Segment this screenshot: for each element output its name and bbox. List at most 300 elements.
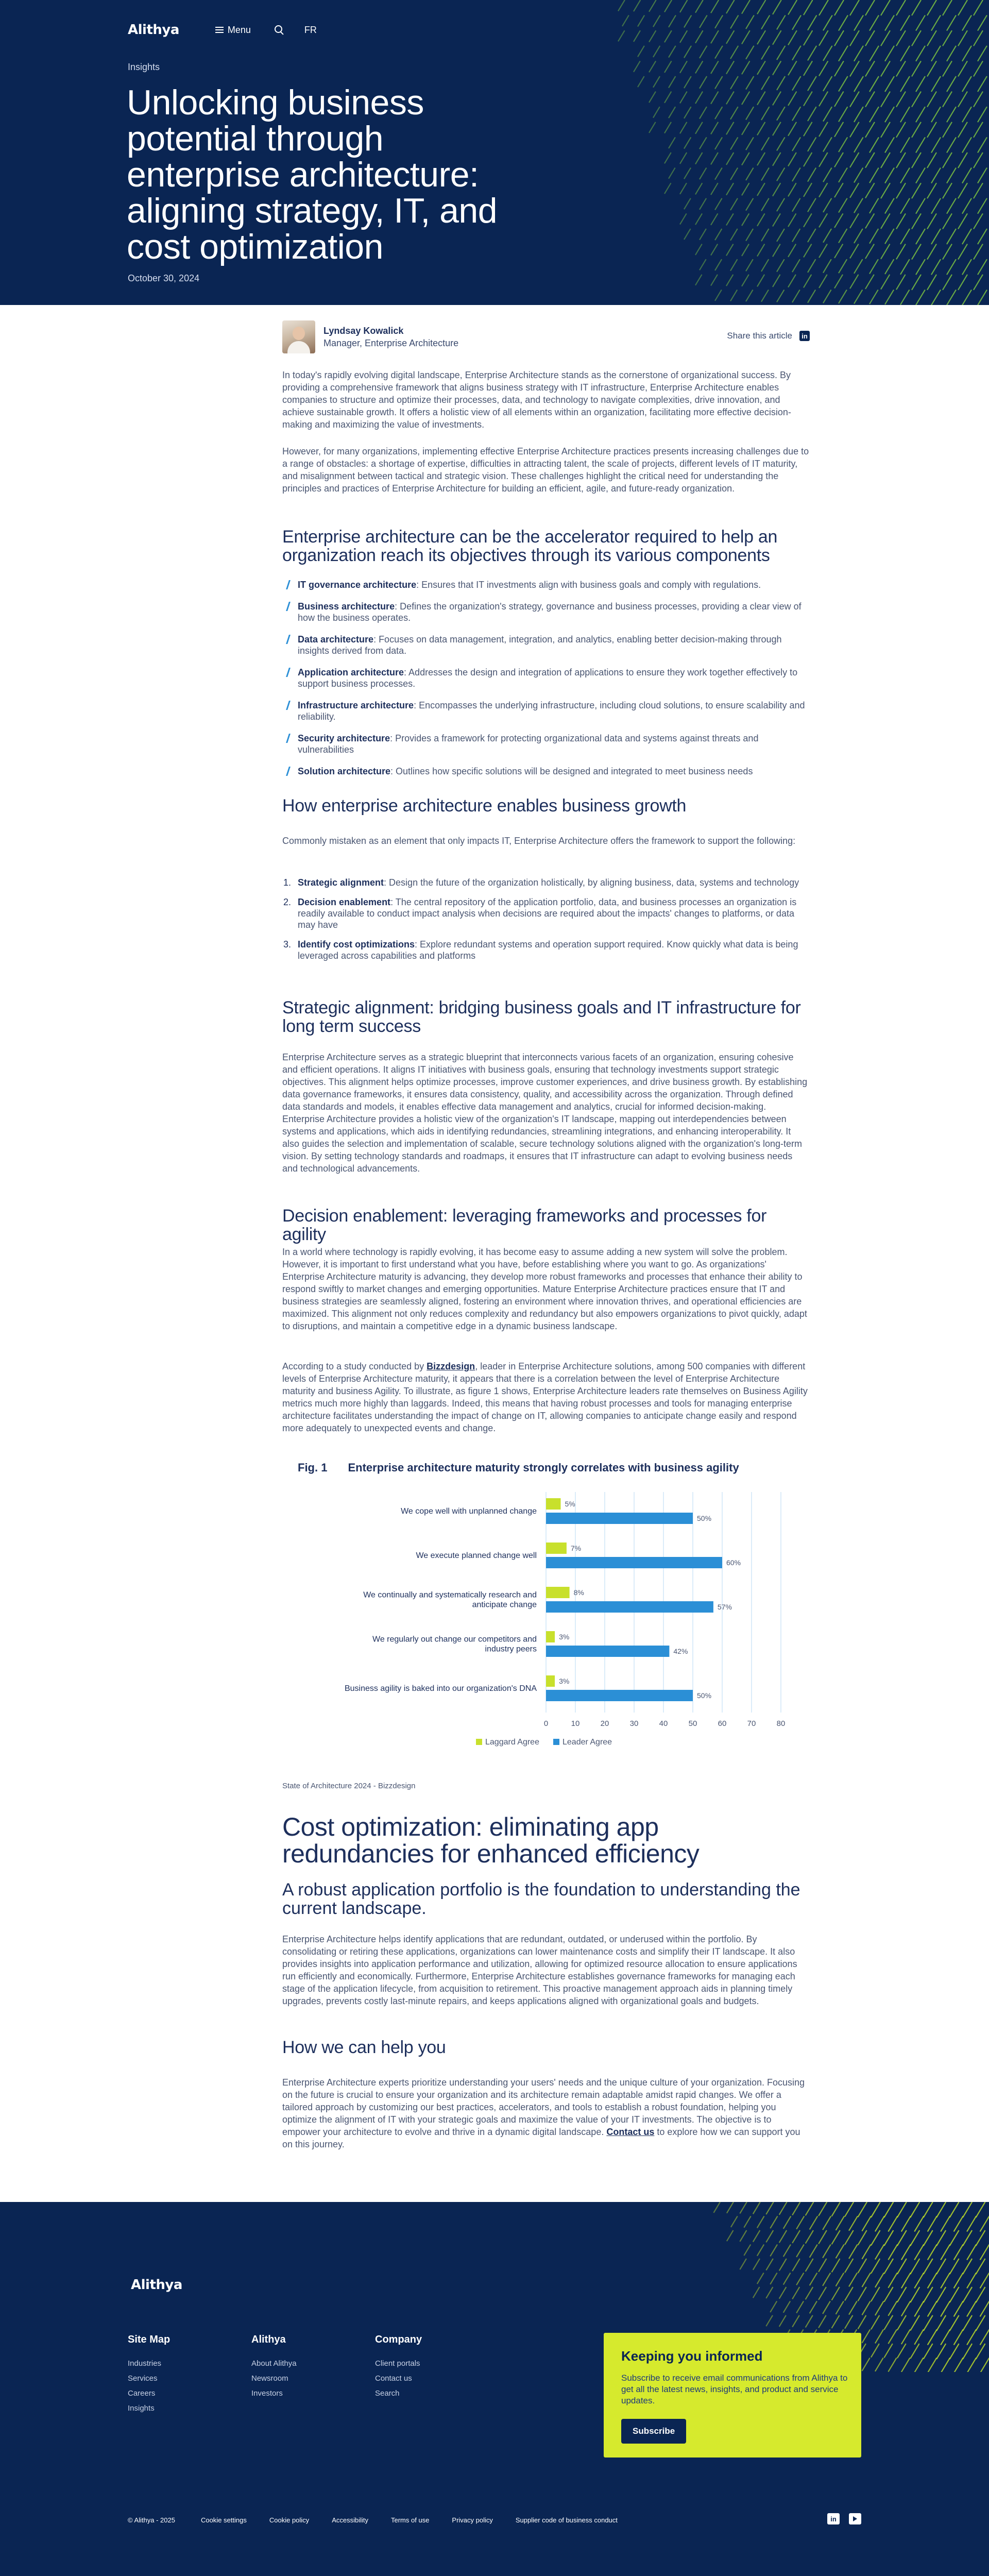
section-heading-decision-enablement: Decision enablement: leveraging frameworks and processes for agility xyxy=(282,1206,767,1244)
stripe xyxy=(924,2202,933,2217)
stripe xyxy=(761,229,769,241)
footer-link-careers[interactable]: Careers xyxy=(128,2389,156,2398)
stripe xyxy=(914,2216,924,2232)
stripe xyxy=(897,2315,906,2330)
component-text: : Focuses on data management, integration, and analytics, enabling better decision-making through insights derived from data. xyxy=(298,634,782,656)
stripe xyxy=(664,30,672,42)
intro-paragraph-1: In today's rapidly evolving digital landscape, Enterprise Architecture stands as the cornerstone of organizational success. By providing a comprehensive framework that aligns business strategy with IT infrastructure, Enterprise Architecture enables companies to structure and optimize their processes, data, and technology to navigate complexities, drive innovation, and achieve sustainable growth. It offers a holistic view of all elements within an organization, facilitating more effective decision-making and maximizing the value of investments. xyxy=(282,370,791,430)
stripe xyxy=(730,229,738,241)
legal-cookie-settings[interactable]: Cookie settings xyxy=(200,2516,247,2524)
stripe xyxy=(839,137,847,152)
stripe xyxy=(943,244,952,260)
stripe xyxy=(700,137,707,149)
stripe xyxy=(806,2259,813,2272)
stripe xyxy=(700,168,706,179)
stripe xyxy=(777,168,785,181)
growth-term: Identify cost optimizations xyxy=(298,939,415,950)
category-label: We continually and systematically research and xyxy=(363,1590,537,1600)
stripe xyxy=(832,2202,841,2216)
stripe xyxy=(788,152,796,166)
footer-link-services[interactable]: Services xyxy=(128,2374,158,2383)
legal-cookie-policy[interactable]: Cookie policy xyxy=(269,2516,310,2524)
search-icon[interactable] xyxy=(275,25,284,35)
stripe xyxy=(980,2273,989,2289)
stripe xyxy=(865,61,875,76)
help-text-after: to explore how we can support you on this journey. xyxy=(282,2127,800,2149)
stripe xyxy=(924,2315,933,2331)
footer-link-about[interactable]: About Alithya xyxy=(251,2359,297,2368)
component-item xyxy=(283,766,809,777)
stripe xyxy=(963,2344,972,2359)
stripe xyxy=(773,61,781,75)
stripe xyxy=(618,30,625,41)
component-text: : Encompasses the underlying infrastructure, including cloud solutions, to ensure scalability and reliability. xyxy=(298,700,805,722)
stripe xyxy=(746,229,753,241)
stripe xyxy=(819,2315,826,2328)
stripe xyxy=(757,30,765,44)
stripe xyxy=(726,213,734,225)
stripe xyxy=(885,229,894,244)
stripe xyxy=(715,259,722,270)
stripe xyxy=(742,92,749,105)
linkedin-icon[interactable]: in xyxy=(799,331,810,341)
component-item xyxy=(283,634,809,656)
stripe xyxy=(910,2287,919,2302)
stripe xyxy=(715,107,722,119)
newsletter-text: Subscribe to receive email communications from Alithya to get all the latest news, insights, and product and service updates. xyxy=(621,2373,848,2405)
stripe xyxy=(912,61,921,76)
stripe xyxy=(808,259,815,273)
stripe xyxy=(788,213,796,227)
stripe xyxy=(885,46,894,61)
stripe xyxy=(958,275,967,290)
legal-terms[interactable]: Terms of use xyxy=(390,2516,430,2524)
stripe xyxy=(730,290,737,301)
data-label: 8% xyxy=(573,1588,584,1597)
stripe xyxy=(649,0,656,12)
stripe xyxy=(862,2358,869,2371)
stripe xyxy=(819,152,828,167)
stripe xyxy=(974,244,983,260)
stripe xyxy=(746,137,754,150)
stripe xyxy=(865,213,874,228)
component-term: Business architecture xyxy=(298,601,395,612)
components-list xyxy=(283,579,809,787)
stripe xyxy=(715,229,722,240)
stripe xyxy=(804,61,812,75)
stripe xyxy=(823,259,831,273)
stripe xyxy=(931,107,941,122)
stripe xyxy=(947,46,956,61)
stripe xyxy=(808,15,816,30)
stripe xyxy=(806,2202,814,2215)
stripe xyxy=(823,2273,830,2286)
stripe xyxy=(914,2301,924,2317)
stripe xyxy=(715,46,723,59)
stripe xyxy=(638,46,644,57)
stripe xyxy=(875,2273,884,2287)
publish-date: October 30, 2024 xyxy=(128,273,200,283)
stripe xyxy=(947,107,956,122)
stripe xyxy=(845,2259,853,2273)
linkedin-icon[interactable]: in xyxy=(827,2513,840,2524)
stripe xyxy=(896,275,906,290)
breadcrumb-insights[interactable]: Insights xyxy=(128,62,160,72)
stripe xyxy=(881,0,890,15)
stripe xyxy=(792,76,801,91)
stripe xyxy=(819,2287,826,2300)
stripe xyxy=(695,30,703,43)
leader-bar xyxy=(546,1513,693,1524)
stripe xyxy=(832,2259,840,2272)
stripe xyxy=(808,46,816,61)
stripe xyxy=(730,198,738,210)
stripe xyxy=(638,15,644,27)
stripe xyxy=(978,107,987,122)
x-tick-label: 30 xyxy=(629,1719,639,1728)
stripe xyxy=(808,76,816,91)
stripe xyxy=(823,15,832,31)
stripe xyxy=(757,0,765,14)
stripe xyxy=(819,92,828,107)
stripe xyxy=(788,30,797,45)
stripe xyxy=(850,122,859,138)
stripe xyxy=(924,2230,933,2246)
stripe xyxy=(808,198,816,212)
stripe xyxy=(962,15,971,31)
stripe xyxy=(757,152,765,165)
stripe xyxy=(881,213,890,229)
stripe xyxy=(792,2259,799,2271)
stripe xyxy=(900,229,910,244)
stripe xyxy=(897,2230,907,2246)
stripe xyxy=(713,2202,720,2213)
stripe xyxy=(916,290,925,305)
stripe xyxy=(669,107,675,118)
stripe xyxy=(871,2259,880,2274)
stripe xyxy=(779,2230,787,2243)
check-icon xyxy=(284,701,291,710)
stripe xyxy=(742,152,749,165)
component-term: Data architecture xyxy=(298,634,374,645)
footer-link-insights[interactable]: Insights xyxy=(128,2404,155,2413)
stripe xyxy=(779,2259,787,2270)
stripe xyxy=(875,2216,884,2232)
stripe xyxy=(963,2315,972,2331)
stripe xyxy=(897,2344,906,2358)
stripe xyxy=(865,183,875,198)
stripe xyxy=(884,2202,893,2217)
stripe xyxy=(788,61,797,75)
stripe xyxy=(914,2273,924,2289)
stripe xyxy=(854,46,863,61)
stripe xyxy=(854,229,863,243)
stripe xyxy=(858,2259,866,2273)
stripe xyxy=(715,168,722,180)
stripe xyxy=(888,2330,897,2344)
stripe xyxy=(954,2216,963,2232)
stripe xyxy=(936,2344,946,2359)
stripe xyxy=(757,61,765,74)
subscribe-button[interactable]: Subscribe xyxy=(621,2419,686,2444)
stripe xyxy=(928,2273,937,2289)
stripe xyxy=(740,2230,746,2242)
copyright: © Alithya - 2025 xyxy=(128,2516,175,2524)
stripe xyxy=(746,76,754,90)
stripe xyxy=(854,168,863,183)
stripe xyxy=(958,61,967,76)
stripe xyxy=(839,229,847,243)
footer-alithya-logo[interactable]: Alithya xyxy=(131,2277,182,2293)
stripe xyxy=(806,2287,813,2299)
stripe xyxy=(727,2230,734,2241)
stripe xyxy=(936,2259,946,2274)
stripe xyxy=(792,290,800,302)
stripe xyxy=(680,61,687,73)
stripe xyxy=(896,244,906,260)
stripe xyxy=(950,2259,959,2274)
footer-link-client-portals[interactable]: Client portals xyxy=(375,2359,420,2368)
stripe xyxy=(777,76,785,90)
stripe xyxy=(897,2287,907,2302)
stripe xyxy=(819,2230,827,2244)
stripe xyxy=(978,198,987,214)
stripe xyxy=(726,92,734,105)
laggard-bar xyxy=(546,1631,555,1642)
laggard-bar xyxy=(546,1543,567,1554)
stripe xyxy=(943,183,952,198)
stripe xyxy=(700,76,707,89)
legal-accessibility[interactable]: Accessibility xyxy=(332,2516,368,2524)
stripe xyxy=(900,15,910,31)
stripe xyxy=(744,2245,751,2256)
stripe xyxy=(871,2315,879,2329)
growth-text: : Explore redundant systems and operation support required. Know quickly what data is being leveraged across capabilities and platforms xyxy=(298,939,798,961)
stripe xyxy=(962,107,971,122)
stripe xyxy=(916,137,925,152)
stripe xyxy=(912,92,921,107)
stripe xyxy=(850,183,859,198)
stripe xyxy=(839,290,847,303)
stripe xyxy=(792,259,800,272)
stripe xyxy=(695,61,703,73)
stripe xyxy=(730,46,738,59)
stripe xyxy=(869,168,879,183)
stripe xyxy=(753,2259,760,2270)
stripe xyxy=(897,2259,907,2274)
stripe xyxy=(761,290,769,301)
stripe xyxy=(941,2301,950,2317)
stripe xyxy=(924,2344,933,2359)
stripe xyxy=(773,152,781,166)
stripe xyxy=(649,61,656,72)
stripe xyxy=(834,0,844,15)
stripe xyxy=(962,229,971,244)
stripe xyxy=(900,76,910,92)
stripe xyxy=(910,2259,919,2274)
stripe xyxy=(746,290,753,301)
stripe xyxy=(669,46,676,58)
stripe xyxy=(792,198,800,212)
stripe xyxy=(742,122,749,135)
decision-enablement-paragraph-2 xyxy=(282,1360,810,1434)
stripe xyxy=(901,2216,911,2232)
newsletter-box xyxy=(604,2333,861,2458)
stripe xyxy=(726,0,735,13)
stripe xyxy=(947,137,956,152)
footer-link-contact[interactable]: Contact us xyxy=(375,2374,412,2383)
stripe xyxy=(941,2216,950,2232)
stripe xyxy=(810,2273,817,2286)
stripe xyxy=(885,137,894,152)
stripe xyxy=(976,2315,985,2331)
contact-us-link[interactable]: Contact us xyxy=(606,2127,655,2137)
stripe xyxy=(967,2358,976,2372)
stripe xyxy=(770,2216,777,2229)
stripe xyxy=(726,152,734,165)
stripe xyxy=(783,2273,791,2285)
component-text: : Provides a framework for protecting organizational data and systems against threats and vulnerabilities xyxy=(298,733,759,755)
share-label: Share this article xyxy=(727,331,792,341)
author-row xyxy=(282,320,810,358)
newsletter-title: Keeping you informed xyxy=(621,2348,763,2364)
stripe xyxy=(912,122,921,138)
stripe xyxy=(761,46,770,60)
stripe xyxy=(910,2230,919,2246)
stripe xyxy=(916,168,925,183)
stripe xyxy=(622,15,629,26)
stripe xyxy=(916,198,925,214)
stripe xyxy=(858,2287,866,2301)
stripe xyxy=(761,15,770,29)
stripe xyxy=(900,259,910,275)
leader-bar xyxy=(546,1557,722,1568)
stripe xyxy=(954,2245,963,2260)
stripe xyxy=(761,259,769,272)
stripe xyxy=(884,2344,892,2358)
stripe xyxy=(881,244,890,259)
play-triangle xyxy=(853,2516,857,2521)
figure-1 xyxy=(282,1458,810,1767)
language-switch[interactable]: FR xyxy=(304,24,317,35)
stripe xyxy=(744,2216,751,2228)
data-label: 5% xyxy=(565,1500,575,1508)
stripe xyxy=(711,92,718,104)
stripe xyxy=(823,198,831,212)
stripe xyxy=(804,0,813,15)
stripe xyxy=(664,0,672,12)
stripe xyxy=(974,152,983,168)
stripe xyxy=(788,122,796,136)
category-label: We cope well with unplanned change xyxy=(401,1507,537,1516)
stripe xyxy=(810,2245,817,2258)
stripe xyxy=(974,122,983,138)
stripe xyxy=(742,244,749,256)
footer-link-industries[interactable]: Industries xyxy=(128,2359,162,2368)
category-label: We regularly out change our competitors and xyxy=(372,1635,537,1644)
stripe xyxy=(746,107,754,120)
stripe xyxy=(947,76,956,92)
component-text: : Addresses the design and integration of applications to ensure they work together effectively to support business processes. xyxy=(298,667,798,689)
footer-link-investors[interactable]: Investors xyxy=(251,2389,283,2398)
stripe xyxy=(684,15,691,28)
stripe xyxy=(684,107,691,118)
site-footer xyxy=(0,2202,989,2576)
category-label: anticipate change xyxy=(472,1600,537,1609)
alithya-logo[interactable]: Alithya xyxy=(128,22,179,38)
bizzdesign-link[interactable]: Bizzdesign xyxy=(427,1361,475,1371)
legal-privacy[interactable]: Privacy policy xyxy=(452,2516,493,2524)
stripe xyxy=(742,61,749,74)
stripe xyxy=(931,229,941,244)
stripe xyxy=(726,30,734,44)
stripe-group xyxy=(618,0,987,305)
stripe xyxy=(927,0,936,15)
stripe xyxy=(770,2245,777,2257)
stripe xyxy=(947,229,956,244)
stripe xyxy=(888,2216,897,2232)
component-item xyxy=(283,667,809,689)
stripe xyxy=(680,183,687,194)
stripe xyxy=(618,0,625,11)
stripe xyxy=(684,168,691,179)
stripe xyxy=(834,213,843,228)
footer-link-search[interactable]: Search xyxy=(375,2389,400,2398)
stripe xyxy=(931,76,941,92)
stripe xyxy=(746,46,754,59)
component-term: IT governance architecture xyxy=(298,580,417,590)
stripe xyxy=(715,290,722,300)
author-avatar xyxy=(282,320,315,353)
stripe xyxy=(757,2216,764,2228)
stripe xyxy=(974,0,983,15)
legal-supplier-code[interactable]: Supplier code of business conduct xyxy=(515,2516,618,2524)
stripe xyxy=(954,2273,963,2289)
growth-list xyxy=(283,877,809,970)
youtube-icon[interactable] xyxy=(849,2513,861,2524)
stripe xyxy=(695,122,703,134)
stripe xyxy=(967,2216,976,2232)
p2-text-before: According to a study conducted by xyxy=(282,1361,427,1371)
stripe xyxy=(954,2330,963,2345)
stripe xyxy=(901,2273,911,2289)
stripe xyxy=(711,0,719,13)
stripe xyxy=(974,30,983,46)
stripe xyxy=(819,0,828,15)
stripe xyxy=(978,290,987,305)
stripe xyxy=(916,46,925,61)
stripe xyxy=(928,2245,937,2260)
stripe xyxy=(746,198,753,211)
figure-caption: Enterprise architecture maturity strongly correlates with business agility xyxy=(348,1461,739,1474)
stripe xyxy=(808,168,816,182)
section-heading-growth: How enterprise architecture enables business growth xyxy=(282,796,687,816)
stripe xyxy=(871,2202,880,2217)
stripe xyxy=(924,2287,933,2302)
category-label: Business agility is baked into our organization's DNA xyxy=(344,1684,537,1693)
stripe xyxy=(730,76,738,89)
stripe xyxy=(680,152,687,164)
chart-source: State of Architecture 2024 - Bizzdesign xyxy=(282,1782,416,1790)
menu-button[interactable] xyxy=(215,25,251,36)
stripe xyxy=(849,2216,858,2231)
stripe xyxy=(943,213,952,229)
footer-link-newsroom[interactable]: Newsroom xyxy=(251,2374,288,2383)
component-item xyxy=(283,579,809,590)
stripe xyxy=(839,198,847,213)
stripe xyxy=(777,107,785,120)
stripe xyxy=(941,2330,950,2345)
